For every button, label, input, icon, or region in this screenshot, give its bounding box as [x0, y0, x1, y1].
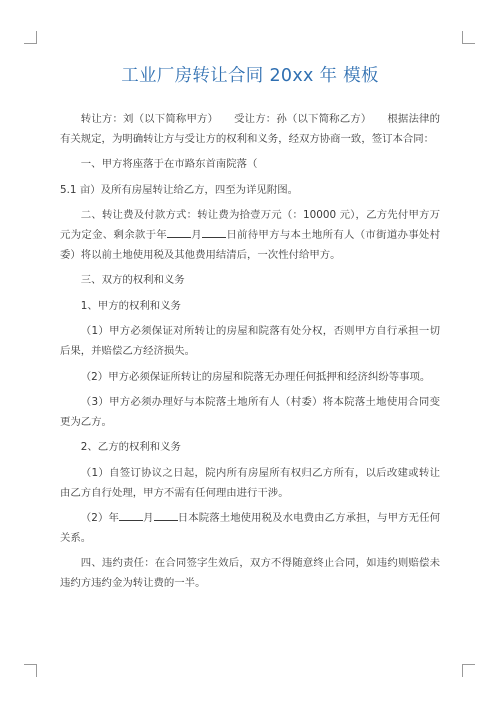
blank-b-day	[154, 509, 178, 521]
paragraph-a-clause-1: （1）甲方必须保证对所转让的房屋和院落有处分权，否则甲方自行承担一切后果，并赔偿乙方经济损失。	[60, 325, 440, 357]
blank-day	[202, 226, 226, 238]
paragraph-payment	[60, 206, 440, 265]
paragraph-area: 5.1 亩）及所有房屋转让给乙方，四至为详见附图。	[60, 183, 299, 196]
b-clause-2-text-b: 月	[143, 512, 154, 525]
paragraph-a-clause-3: （3）甲方必须办理好与本院落土地所有人（村委）将本院落土地使用合同变更为乙方。	[60, 396, 440, 428]
paragraph-parties: 转让方：刘（以下简称甲方） 受让方：孙（以下简称乙方） 根据法律的有关规定，为明确转让方与受让方的权利和义务，经双方协商一致，签订本合同：	[60, 113, 440, 145]
b-clause-2-text-a: （2）年	[80, 512, 119, 525]
crop-mark-bottom-right	[462, 664, 475, 677]
paragraph-b-clause-2	[60, 509, 440, 548]
paragraph-location: 一、甲方将座落于在市路东首南院落（	[80, 158, 258, 171]
crop-mark-bottom-left	[24, 664, 37, 677]
payment-text-c: 日前待甲方与本土地所有人（市街道办事处村委）将以前土地使用税及其他费用结清后，一次性付给甲方。	[60, 228, 441, 261]
section-party-b-heading: 2、乙方的权利和义务	[80, 441, 181, 454]
payment-text-b: 月	[191, 228, 203, 241]
section-rights-heading: 三、双方的权利和义务	[80, 274, 185, 287]
b-clause-2-text-c: 日本院落土地使用税及水电费由乙方承担，与甲方无任何关系。	[60, 512, 440, 544]
crop-mark-top-left	[24, 31, 37, 44]
crop-mark-top-right	[462, 31, 475, 44]
blank-month	[167, 226, 191, 238]
payment-text-a: 二、转让费及付款方式：转让费为拾壹万元（：10000 元），乙方先付甲方万元为定金、剩余款于年	[60, 209, 440, 241]
paragraph-b-clause-1: （1）自签订协议之日起，院内所有房屋所有权归乙方所有，以后改建或转让由乙方自行处理，甲方不需有任何理由进行干涉。	[60, 466, 440, 499]
document-title: 工业厂房转让合同 20xx 年 模板	[121, 66, 379, 86]
paragraph-breach: 四、违约责任：在合同签字生效后，双方不得随意终止合同，如违约则赔偿未违约方违约金为转让费的一半。	[60, 557, 440, 589]
blank-b-month	[119, 509, 143, 521]
section-party-a-heading: 1、甲方的权利和义务	[80, 299, 181, 312]
paragraph-a-clause-2: （2）甲方必须保证所转让的房屋和院落无办理任何抵押和经济纠纷等事项。	[80, 370, 431, 383]
document-body	[60, 110, 440, 599]
